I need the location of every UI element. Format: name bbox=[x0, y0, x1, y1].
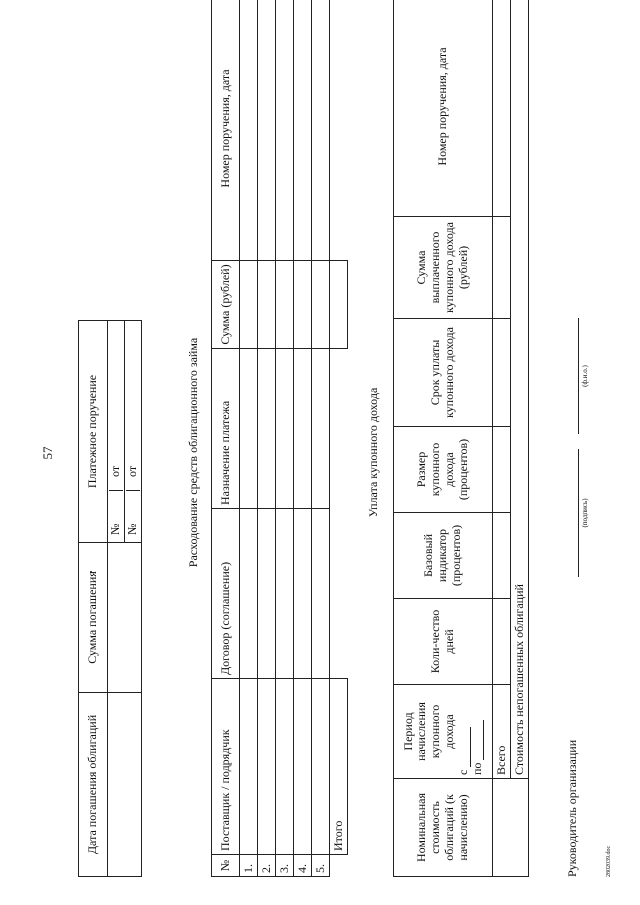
coupon-title: Уплата купонного дохода bbox=[366, 387, 380, 518]
order-number-label: № bbox=[126, 490, 140, 539]
cell bbox=[258, 509, 276, 679]
redemption-sum-cell bbox=[108, 543, 142, 693]
cell bbox=[312, 261, 330, 349]
order-from-label: от bbox=[108, 465, 123, 477]
cell bbox=[240, 261, 258, 349]
row-number: 3. bbox=[276, 855, 294, 877]
row-number: 5. bbox=[312, 855, 330, 877]
cell bbox=[330, 349, 348, 509]
signature-caption: (подпись) bbox=[581, 498, 589, 528]
redemption-date-header: Дата погашения облигаций bbox=[79, 693, 108, 877]
cell bbox=[493, 599, 511, 685]
cell bbox=[294, 679, 312, 855]
contract-header: Договор (соглашение) bbox=[212, 509, 240, 679]
payment-order-header: Платежное поручение bbox=[79, 321, 108, 543]
redemption-date-cell bbox=[108, 693, 142, 877]
cell bbox=[493, 427, 511, 513]
supplier-header: Поставщик / подрядчик bbox=[212, 679, 240, 855]
document-id: 2802039.doc bbox=[606, 845, 612, 877]
coupon-table bbox=[393, 0, 529, 877]
table-row bbox=[294, 0, 312, 877]
cell bbox=[276, 261, 294, 349]
paid-sum-header: Сумма выплаченного купонного дохода (рублей) bbox=[394, 217, 493, 319]
cell bbox=[294, 509, 312, 679]
coupon-rate-header: Размер купонного дохода (процентов) bbox=[394, 427, 493, 513]
table-row bbox=[240, 0, 258, 877]
total-label: Всего bbox=[493, 685, 511, 779]
payment-purpose-header: Назначение платежа bbox=[212, 349, 240, 509]
outstanding-label: Стоимость непогашенных облигаций bbox=[511, 0, 529, 779]
cell bbox=[312, 679, 330, 855]
cell bbox=[493, 779, 529, 877]
total-label: Итого bbox=[330, 679, 348, 855]
cell bbox=[240, 679, 258, 855]
head-of-organization-label: Руководитель организации bbox=[565, 739, 579, 877]
days-header: Коли-чество дней bbox=[394, 599, 493, 685]
period-header bbox=[394, 685, 493, 779]
table-row bbox=[108, 321, 125, 877]
cell bbox=[276, 349, 294, 509]
redemption-sum-header: Сумма погашения bbox=[79, 543, 108, 693]
coupon-header-row bbox=[394, 0, 493, 877]
cell bbox=[294, 349, 312, 509]
table-row bbox=[258, 0, 276, 877]
cell bbox=[240, 0, 258, 261]
cell bbox=[330, 855, 348, 877]
cell bbox=[312, 0, 330, 261]
page-number: 57 bbox=[40, 446, 55, 460]
order-number-label: № bbox=[109, 490, 123, 539]
cell bbox=[330, 0, 348, 261]
cell bbox=[258, 261, 276, 349]
cell bbox=[240, 349, 258, 509]
total-row bbox=[330, 0, 348, 877]
period-to-label: по bbox=[471, 688, 485, 775]
period-title: Период начисления купонного дохода bbox=[400, 702, 456, 761]
spending-header-row bbox=[212, 0, 240, 877]
order-number-header: Номер поручения, дата bbox=[394, 0, 493, 217]
cell bbox=[258, 0, 276, 261]
payment-order-cell bbox=[125, 321, 142, 543]
cell bbox=[276, 0, 294, 261]
cell bbox=[312, 349, 330, 509]
due-date-header: Срок уплаты купонного дохода bbox=[394, 319, 493, 427]
cell bbox=[493, 513, 511, 599]
cell bbox=[312, 509, 330, 679]
spending-order-header: Номер поручения, дата bbox=[212, 0, 240, 261]
period-from-label: с bbox=[457, 688, 471, 775]
cell bbox=[493, 319, 511, 427]
payment-order-cell bbox=[108, 321, 125, 543]
cell bbox=[294, 0, 312, 261]
row-number: 2. bbox=[258, 855, 276, 877]
redemption-table bbox=[78, 320, 142, 877]
cell bbox=[276, 679, 294, 855]
spending-title: Расходование средств облигационного займа bbox=[186, 337, 200, 568]
spending-table bbox=[211, 0, 348, 877]
nominal-header: Номинальная стоимость облигаций (к начислению) bbox=[394, 779, 493, 877]
table-row bbox=[312, 0, 330, 877]
table-row bbox=[276, 0, 294, 877]
cell bbox=[258, 679, 276, 855]
spending-sum-header: Сумма (рублей) bbox=[212, 261, 240, 349]
outstanding-row bbox=[511, 0, 529, 877]
cell bbox=[276, 509, 294, 679]
base-indicator-header: Базовый индикатор (процентов) bbox=[394, 513, 493, 599]
cell bbox=[493, 217, 511, 319]
row-number: 4. bbox=[294, 855, 312, 877]
name-line bbox=[578, 318, 579, 434]
cell bbox=[493, 0, 511, 217]
order-from-label: от bbox=[125, 465, 140, 477]
cell bbox=[240, 509, 258, 679]
cell bbox=[258, 349, 276, 509]
name-caption: (ф.и.о.) bbox=[581, 365, 589, 387]
spending-no-header: № bbox=[212, 855, 240, 877]
cell bbox=[330, 509, 348, 679]
cell bbox=[294, 261, 312, 349]
signature-line bbox=[578, 449, 579, 577]
total-row bbox=[493, 0, 511, 877]
row-number: 1. bbox=[240, 855, 258, 877]
total-sum-cell bbox=[330, 261, 348, 349]
redemption-header-row bbox=[79, 321, 108, 877]
